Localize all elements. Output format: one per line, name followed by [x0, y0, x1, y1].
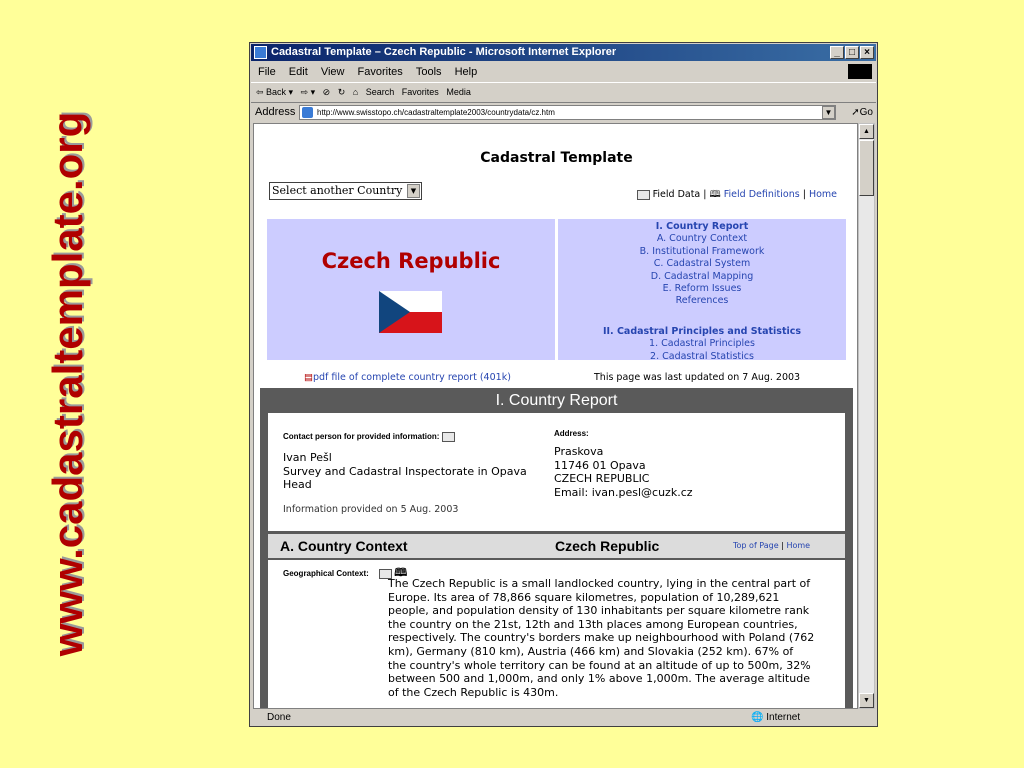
- page-icon: [302, 107, 313, 118]
- pdf-link[interactable]: [304, 372, 511, 383]
- book-icon: 🕮: [709, 189, 721, 200]
- site-url-text: www.cadastraltemplate.org: [44, 111, 91, 657]
- address-input[interactable]: [299, 105, 836, 120]
- title-bar: [251, 44, 876, 61]
- toc-reform-issues-link[interactable]: E. Reform Issues: [662, 283, 742, 295]
- report-title: I. Country Report: [495, 392, 618, 409]
- toc-cadastral-mapping-link[interactable]: D. Cadastral Mapping: [650, 270, 754, 282]
- media-button[interactable]: Media: [446, 87, 471, 97]
- country-report-section: [260, 388, 853, 709]
- menu-bar: [251, 63, 876, 81]
- link-separator: |: [781, 541, 784, 550]
- browser-window: [249, 42, 878, 727]
- address-label: Address:: [554, 429, 589, 438]
- toc-institutional-framework-link[interactable]: B. Institutional Framework: [639, 245, 765, 257]
- country-name: Czech Republic: [321, 249, 501, 273]
- scroll-up-button[interactable]: ▲: [859, 124, 874, 139]
- chevron-down-icon: ▼: [407, 184, 420, 198]
- scroll-down-button[interactable]: ▼: [859, 693, 874, 708]
- geo-line: Europe. Its area of 78,866 square kilometres, population of 10,289,621: [388, 590, 780, 604]
- country-banner: [267, 219, 555, 360]
- toc-country-context-link[interactable]: A. Country Context: [656, 233, 748, 245]
- address-line-city: 11746 01 Opava: [554, 458, 646, 472]
- page-title: Cadastral Template: [480, 150, 633, 166]
- section-country: Czech Republic: [555, 538, 660, 554]
- geo-line: the country's whole territory can be found at an altitude of up to 500m, 32%: [388, 658, 811, 672]
- geo-line: km), Germany (810 km), Austria (466 km) and Slovakia (252 km). 67% of: [388, 644, 794, 658]
- toc-cadastral-principles-link[interactable]: 1. Cadastral Principles: [649, 338, 755, 350]
- country-select-value: Select another Country: [272, 184, 403, 197]
- geo-line: between 500 and 1,000m, and only 1% above 1,000m. The average altitude: [388, 672, 810, 686]
- geo-line: the country on the 21st, 12th and 13th places among European countries,: [388, 617, 798, 631]
- pdf-icon: ▤: [304, 372, 313, 383]
- status-bar: [251, 710, 876, 726]
- contact-label: Contact person for provided information:: [283, 432, 440, 442]
- field-data-icon: [637, 190, 650, 200]
- czech-flag-icon: [379, 291, 442, 333]
- address-line-email: Email: ivan.pesl@cuzk.cz: [554, 485, 693, 499]
- country-context-box: [268, 560, 845, 709]
- country-select[interactable]: [269, 182, 422, 200]
- section-title: A. Country Context: [280, 538, 408, 554]
- toc-cadastral-statistics-link[interactable]: 2. Cadastral Statistics: [650, 350, 754, 362]
- maximize-button[interactable]: □: [845, 46, 859, 59]
- address-label: Address: [255, 106, 296, 118]
- top-nav: [637, 187, 837, 203]
- address-dropdown-button[interactable]: ▼: [822, 106, 835, 119]
- toc-references-link[interactable]: References: [675, 295, 729, 307]
- address-bar: [251, 103, 876, 122]
- address-line-street: Praskova: [554, 445, 604, 458]
- geo-line: of the Czech Republic is 430m.: [388, 685, 559, 699]
- window-title: Cadastral Template – Czech Republic - Microsoft Internet Explorer: [271, 46, 617, 58]
- go-label: Go: [859, 107, 873, 118]
- field-data-icon: [442, 432, 455, 442]
- back-button[interactable]: ⇦ Back ▾: [256, 87, 294, 97]
- table-of-contents: [558, 219, 846, 360]
- geo-line: people, and population density of 130 inhabitants per square kilometre rank: [388, 604, 810, 618]
- menu-edit[interactable]: Edit: [288, 66, 308, 78]
- page-viewport: [253, 123, 858, 709]
- menu-help[interactable]: Help: [454, 66, 478, 78]
- home-link-section[interactable]: Home: [786, 541, 811, 550]
- ie-page-icon: [254, 46, 267, 59]
- section-header: [268, 534, 845, 558]
- minimize-button[interactable]: _: [830, 46, 844, 59]
- close-button[interactable]: ×: [860, 46, 874, 59]
- zone-label: Internet: [766, 712, 801, 723]
- toc-principles-statistics-link[interactable]: II. Cadastral Principles and Statistics: [602, 325, 802, 337]
- home-button[interactable]: ⌂: [352, 87, 359, 97]
- nav-separator: |: [802, 189, 806, 200]
- top-of-page-link[interactable]: Top of Page: [733, 541, 779, 550]
- forward-button[interactable]: ⇨ ▾: [300, 87, 316, 97]
- windows-logo-icon: [848, 64, 872, 79]
- address-line-country: CZECH REPUBLIC: [554, 472, 650, 486]
- menu-favorites[interactable]: Favorites: [357, 66, 403, 78]
- pdf-link-text: pdf file of complete country report (401k): [312, 372, 511, 383]
- information-provided-text: Information provided on 5 Aug. 2003: [283, 504, 459, 515]
- refresh-button[interactable]: ↻: [337, 87, 346, 97]
- vertical-scrollbar[interactable]: [858, 123, 875, 709]
- field-data-label: Field Data: [652, 189, 701, 200]
- menu-file[interactable]: File: [258, 66, 276, 78]
- address-text: http://www.swisstopo.ch/cadastraltemplate2003/countrydata/cz.htm: [317, 108, 555, 117]
- geographical-context-text: [388, 577, 814, 699]
- contact-box: [268, 413, 845, 531]
- geo-line: respectively. The country's borders make up neighbourhood with Poland (762: [388, 631, 815, 645]
- home-link[interactable]: Home: [808, 189, 837, 200]
- geographical-context-label: Geographical Context:: [283, 569, 369, 578]
- toolbar: [251, 82, 876, 103]
- internet-zone: 🌐 Internet: [751, 712, 801, 723]
- contact-name: Ivan Pešl: [283, 451, 332, 464]
- search-button[interactable]: Search: [365, 87, 395, 97]
- last-updated-text: This page was last updated on 7 Aug. 2003: [594, 372, 801, 383]
- toc-cadastral-system-link[interactable]: C. Cadastral System: [653, 258, 751, 270]
- menu-view[interactable]: View: [320, 66, 345, 78]
- go-button[interactable]: ➚Go: [851, 107, 873, 118]
- scroll-thumb[interactable]: [859, 140, 874, 196]
- contact-org: Survey and Cadastral Inspectorate in Opava: [283, 464, 527, 478]
- toc-country-report-link[interactable]: I. Country Report: [655, 221, 749, 232]
- book-icon: 🕮: [394, 567, 408, 579]
- menu-tools[interactable]: Tools: [415, 66, 442, 78]
- field-definitions-link[interactable]: Field Definitions: [723, 189, 800, 200]
- status-text: Done: [267, 712, 291, 723]
- nav-separator: |: [703, 189, 707, 200]
- geo-line: The Czech Republic is a small landlocked country, lying in the central part of: [388, 577, 811, 590]
- favorites-button[interactable]: Favorites: [401, 87, 439, 97]
- contact-role: Head: [283, 478, 312, 492]
- stop-button[interactable]: ⊘: [322, 87, 331, 97]
